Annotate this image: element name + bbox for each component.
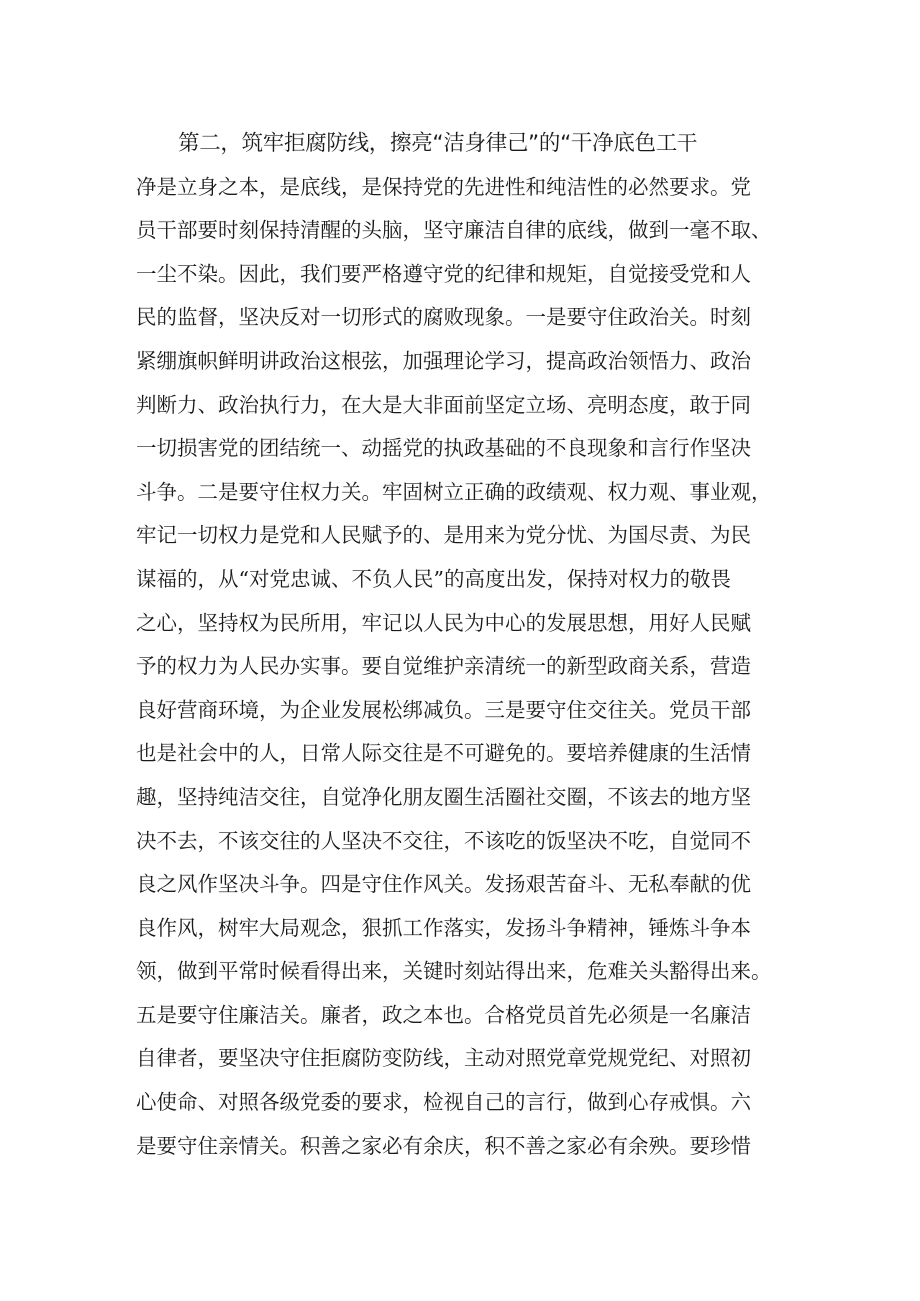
text-line: 斗争。二是要守住权力关。牢固树立正确的政绩观、权力观、事业观， — [136, 479, 772, 504]
text-line: 谋福的，从“对党忠诚、不负人民”的高度出发，保持对权力的敬畏 — [136, 566, 731, 591]
text-line: 判断力、政治执行力，在大是大非面前坚定立场、亮明态度，敢于同 — [136, 392, 751, 417]
text-line: 趣，坚持纯洁交往，自觉净化朋友圈生活圈社交圈，不该去的地方坚 — [136, 784, 751, 809]
section-heading-text: 第二，筑牢拒腐防线，擦亮“洁身律己”的“干净底色工 — [178, 131, 677, 156]
text-line: 牢记一切权力是党和人民赋予的、是用来为党分忧、为国尽责、为民 — [136, 523, 751, 548]
text-line: 净是立身之本，是底线，是保持党的先进性和纯洁性的必然要求。党 — [136, 174, 751, 199]
text-line: 一切损害党的团结统一、动摇党的执政基础的不良现象和言行作坚决 — [136, 436, 751, 461]
text-line: 民的监督，坚决反对一切形式的腐败现象。一是要守住政治关。时刻 — [136, 305, 751, 330]
section-heading — [136, 122, 796, 166]
text-line: 良作风，树牢大局观念，狠抓工作落实，发扬斗争精神，锤炼斗争本 — [136, 915, 751, 940]
text-line: 良之风作坚决斗争。四是守住作风关。发扬艰苦奋斗、无私奉献的优 — [136, 872, 751, 897]
text-line: 决不去，不该交往的人坚决不交往，不该吃的饭坚决不吃，自觉同不 — [136, 828, 751, 853]
text-line: 自律者，要坚决守住拒腐防变防线，主动对照党章党规党纪、对照初 — [136, 1046, 751, 1071]
text-line: 予的权力为人民办实事。要自觉维护亲清统一的新型政商关系，营造 — [136, 654, 751, 679]
text-line: 员干部要时刻保持清醒的头脑，坚守廉洁自律的底线，做到一毫不取、 — [136, 218, 772, 243]
text-line: 也是社会中的人，日常人际交往是不可避免的。要培养健康的生活情 — [136, 741, 751, 766]
text-line: 一尘不染。因此，我们要严格遵守党的纪律和规矩，自觉接受党和人 — [136, 261, 751, 286]
text-line: 五是要守住廉洁关。廉者，政之本也。合格党员首先必须是一名廉洁 — [136, 1002, 751, 1027]
body-text — [136, 122, 796, 1168]
text-line: 是要守住亲情关。积善之家必有余庆，积不善之家必有余殃。要珍惜 — [136, 1133, 751, 1158]
text-line: 领，做到平常时候看得出来，关键时刻站得出来，危难关头豁得出来。 — [136, 959, 772, 984]
text-line: 紧绷旗帜鲜明讲政治这根弦，加强理论学习，提高政治领悟力、政治 — [136, 348, 751, 373]
text-line: 之心，坚持权为民所用，牢记以人民为中心的发展思想，用好人民赋 — [136, 610, 751, 635]
text-line: 良好营商环境，为企业发展松绑减负。三是要守住交往关。党员干部 — [136, 697, 751, 722]
text-line: 心使命、对照各级党委的要求，检视自己的言行，做到心存戒惧。六 — [136, 1090, 751, 1115]
heading-tail-text: 干 — [676, 131, 698, 155]
